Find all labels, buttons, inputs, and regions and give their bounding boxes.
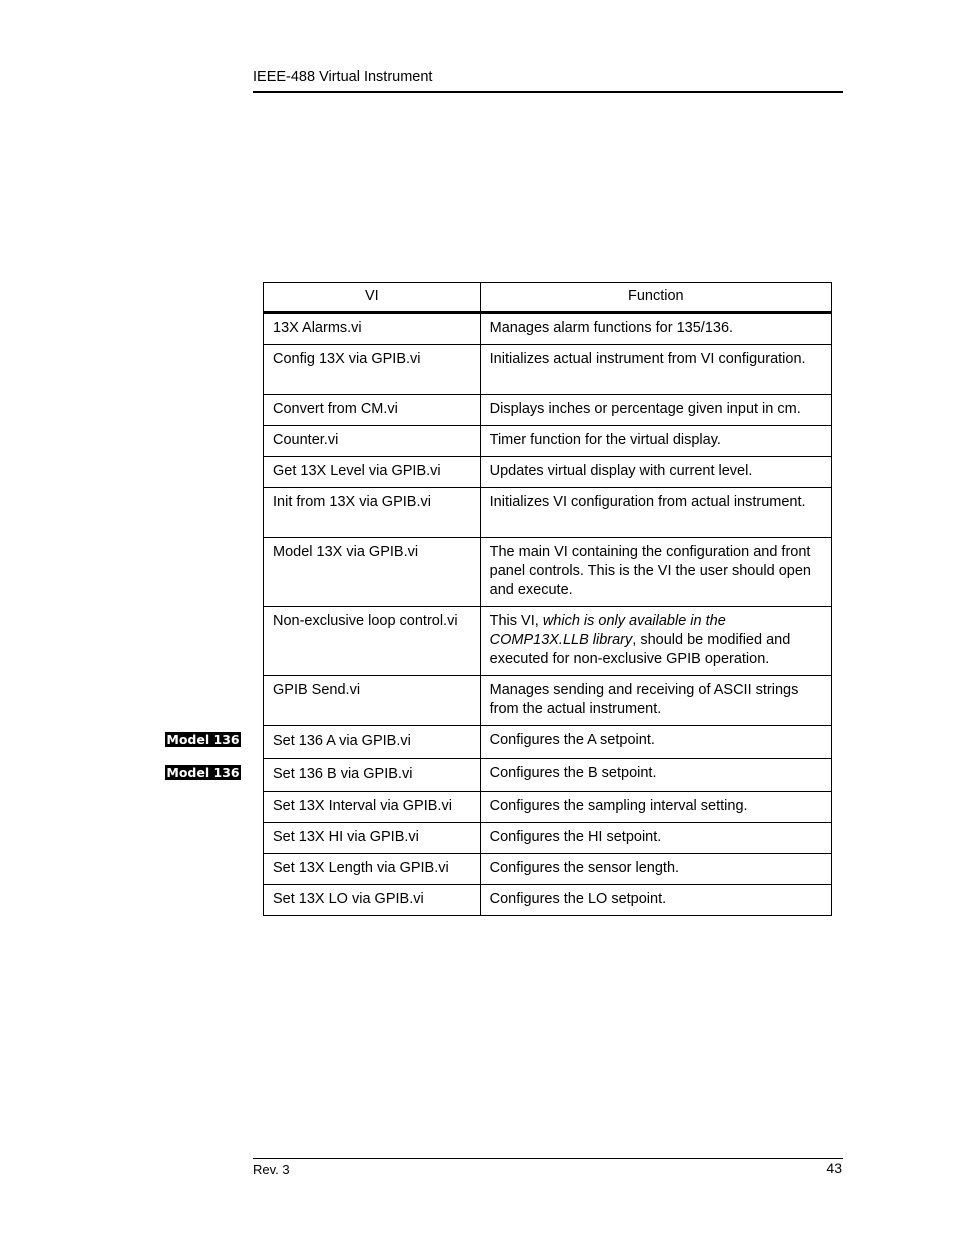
header-rule — [253, 91, 843, 93]
table-header-row — [264, 283, 832, 313]
function-cell: Configures the B setpoint. — [480, 759, 831, 792]
vi-name-cell: Config 13X via GPIB.vi — [264, 345, 481, 395]
footer-rule — [253, 1158, 843, 1159]
function-cell: Configures the HI setpoint. — [480, 823, 831, 854]
vi-name-cell: Init from 13X via GPIB.vi — [264, 488, 481, 538]
function-cell: Initializes VI configuration from actual instrument. — [480, 488, 831, 538]
revision-label: Rev. 3 — [253, 1162, 290, 1177]
vi-name-cell: Counter.vi — [264, 426, 481, 457]
table-row — [264, 676, 832, 726]
function-cell: Configures the A setpoint. — [480, 726, 831, 759]
function-text: This VI, — [489, 613, 543, 629]
table-row — [264, 457, 832, 488]
vi-name-cell: GPIB Send.vi — [264, 676, 481, 726]
function-text: , should be modified and executed for non-exclusive GPIB operation. — [489, 632, 791, 667]
table-row — [264, 792, 832, 823]
vi-name-cell: Set 136 B via GPIB.vi — [264, 759, 481, 792]
table-row — [264, 823, 832, 854]
table-row — [264, 885, 832, 916]
vi-name-cell: Get 13X Level via GPIB.vi — [264, 457, 481, 488]
function-cell: Updates virtual display with current level. — [480, 457, 831, 488]
model-136-tag: Model 136 — [166, 765, 240, 780]
table-row — [264, 759, 832, 792]
function-cell: Configures the sensor length. — [480, 854, 831, 885]
running-header: IEEE-488 Virtual Instrument — [253, 69, 433, 85]
vi-function-table — [263, 282, 832, 916]
vi-name-cell: Set 13X Interval via GPIB.vi — [264, 792, 481, 823]
vi-name-cell: Convert from CM.vi — [264, 395, 481, 426]
function-cell: Initializes actual instrument from VI configuration. — [480, 345, 831, 395]
function-cell: Timer function for the virtual display. — [480, 426, 831, 457]
column-header-vi: VI — [264, 283, 481, 313]
vi-name-cell: Set 13X HI via GPIB.vi — [264, 823, 481, 854]
table-row — [264, 426, 832, 457]
table-row — [264, 345, 832, 395]
function-cell: Manages alarm functions for 135/136. — [480, 313, 831, 345]
table-row — [264, 313, 832, 345]
vi-name-cell: 13X Alarms.vi — [264, 313, 481, 345]
function-cell — [480, 607, 831, 676]
function-italic-note: which is only available in the COMP13X.LLB library — [489, 613, 726, 648]
vi-name-cell: Non-exclusive loop control.vi — [264, 607, 481, 676]
table-row — [264, 726, 832, 759]
vi-name-cell: Set 136 A via GPIB.vi — [264, 726, 481, 759]
model-136-tag: Model 136 — [166, 732, 240, 747]
vi-name-cell: Set 13X Length via GPIB.vi — [264, 854, 481, 885]
vi-name-cell: Set 13X LO via GPIB.vi — [264, 885, 481, 916]
table-row — [264, 488, 832, 538]
column-header-function: Function — [480, 283, 831, 313]
function-cell: Displays inches or percentage given input in cm. — [480, 395, 831, 426]
function-cell: Configures the LO setpoint. — [480, 885, 831, 916]
vi-name-cell: Model 13X via GPIB.vi — [264, 538, 481, 607]
function-cell: Configures the sampling interval setting. — [480, 792, 831, 823]
page-number: 43 — [826, 1160, 842, 1176]
table-row — [264, 395, 832, 426]
table-row — [264, 854, 832, 885]
function-cell: The main VI containing the configuration and front panel controls. This is the VI the user should open and execute. — [480, 538, 831, 607]
function-cell: Manages sending and receiving of ASCII strings from the actual instrument. — [480, 676, 831, 726]
table-row — [264, 538, 832, 607]
table-row — [264, 607, 832, 676]
